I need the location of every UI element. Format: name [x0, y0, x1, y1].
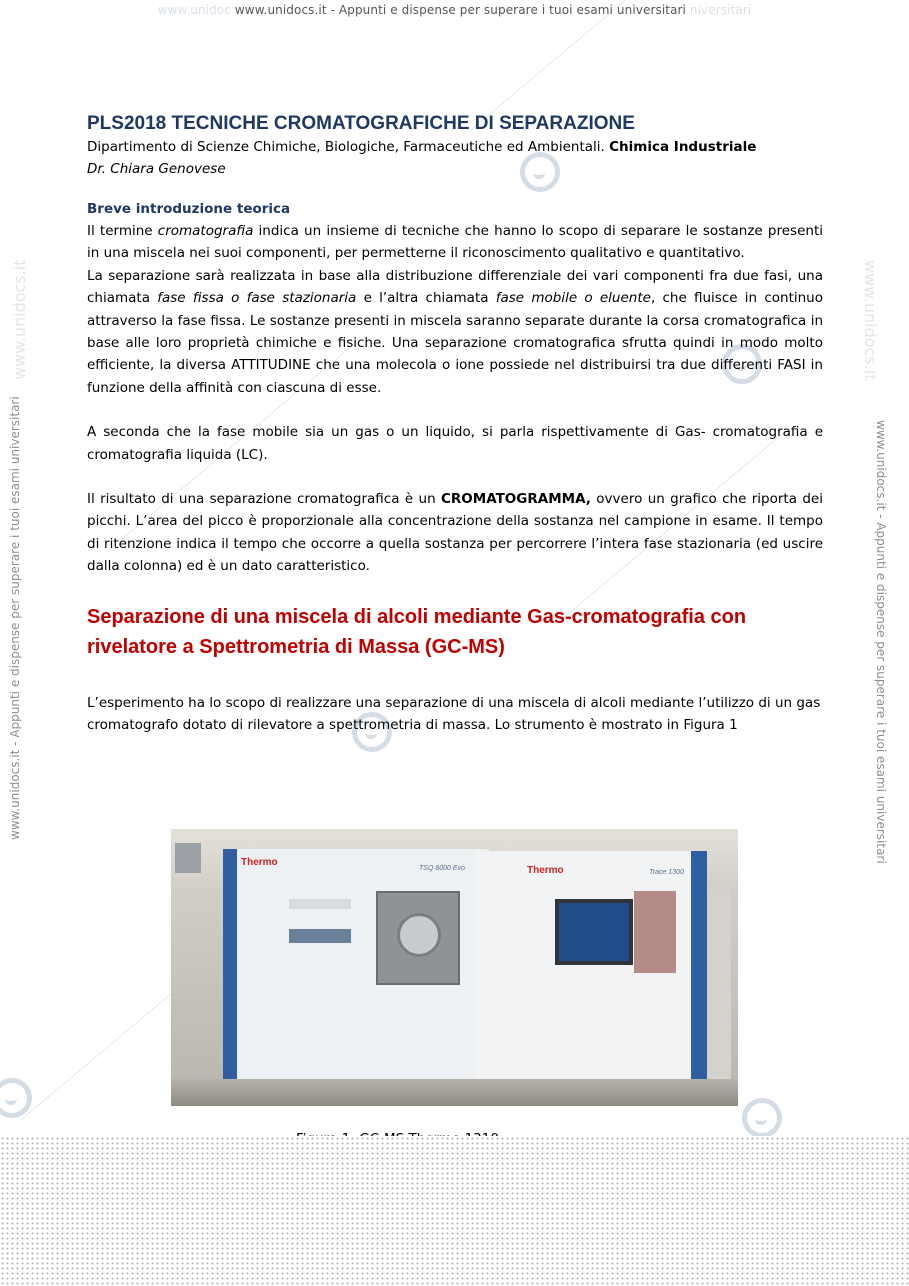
photo-brand-right: Thermo [527, 865, 564, 876]
text-run: , che fluisce in continuo attraverso la fase fissa. Le sostanze presenti in miscela saranno separate durante la corsa cromatografica in base alle loro proprietà chimiche e fisiche. Una separazione cromatografica sfrutta quindi in modo molto efficiente, la diversa ATTITUDINE che una molecola o ione possiede nel distribuirsi tra due differenti FASI in funzione della affinità con ciascuna di esse. [87, 290, 823, 396]
photo-status-leds [289, 899, 351, 909]
watermark-top [0, 3, 909, 17]
photo-knob [397, 913, 441, 957]
watermark-top-ghost-left: www.unidoc [157, 3, 231, 17]
text-run: La separazione sarà realizzata in base alla distribuzione differenziale dei vari componenti fra due fasi, una chiamata [87, 267, 823, 307]
photo-counter [171, 1079, 738, 1106]
photo-socket [175, 843, 201, 873]
photo-touchscreen [555, 899, 633, 965]
document-content [87, 112, 823, 737]
intro-paragraph-2 [87, 265, 823, 399]
author-line [87, 158, 823, 180]
intro-paragraph-3: A seconda che la fase mobile sia un gas o un liquido, si parla rispettivamente di Gas- cromatografia e cromatografia liquida (LC). [87, 424, 823, 463]
intro-paragraph-1 [87, 220, 823, 265]
photo-model-right: Trace 1300 [649, 869, 684, 876]
section-heading: Separazione di una miscela di alcoli mediante Gas-cromatografia con rivelatore a Spettrometria di Massa (GC-MS) [87, 605, 747, 658]
photo-side-panel [634, 891, 676, 973]
text-run: Il risultato di una separazione cromatografica è un [87, 491, 441, 508]
author-name: Dr. Chiara Genovese [87, 161, 226, 177]
watermark-left-ghost: www.unidocs.it [10, 259, 29, 380]
department-name: Dipartimento di Scienze Chimiche, Biologiche, Farmaceutiche ed Ambientali. [87, 139, 605, 155]
intro-heading: Breve introduzione teorica [87, 201, 291, 217]
text-run: indica un insieme di tecniche che hanno lo scopo di separare le sostanze presenti in una miscela nei suoi componenti, per permetterne il riconoscimento qualitativo e quantitativo. [87, 223, 823, 262]
term-fase-fissa: fase fissa o fase stazionaria [157, 290, 357, 307]
text-run: ovvero un grafico che riporta dei picchi. L’area del picco è proporzionale alla concentrazione della sostanza nel campione in esame. Il tempo di ritenzione indica il tempo che occorre a quella sostanza per percorrere l’intera fase stazionaria (ed uscire dalla colonna) ed è un dato caratteristico. [87, 491, 823, 575]
photo-gc-unit [475, 851, 707, 1095]
term-cromatografia: cromatografia [157, 223, 254, 239]
department-line [87, 136, 823, 158]
intro-paragraph-4 [87, 488, 823, 578]
watermark-left-text: www.unidocs.it - Appunti e dispense per superare i tuoi esami universitari [8, 396, 22, 840]
watermark-logo-icon [742, 1098, 782, 1138]
document-title: PLS2018 TECNICHE CROMATOGRAFICHE DI SEPARAZIONE [87, 113, 635, 134]
photo-model-left: TSQ 8000 Evo [419, 865, 465, 872]
text-run: e l’altra chiamata [356, 290, 496, 307]
watermark-top-ghost-right: niversitari [689, 3, 752, 17]
photo-buttons [289, 929, 351, 943]
watermark-right-text: www.unidocs.it - Appunti e dispense per superare i tuoi esami universitari [874, 420, 888, 864]
text-run: Il termine [87, 223, 158, 239]
term-fase-mobile: fase mobile o eluente [495, 290, 651, 307]
watermark-top-text: www.unidocs.it - Appunti e dispense per superare i tuoi esami universitari [234, 3, 686, 17]
program-name: Chimica Industriale [609, 139, 757, 155]
watermark-right-ghost: www.unidocs.it [861, 260, 880, 381]
figure-photo [171, 829, 738, 1106]
preview-blur-overlay [0, 1136, 909, 1286]
term-cromatogramma: CROMATOGRAMMA, [440, 491, 591, 508]
section-paragraph-1: L’esperimento ha lo scopo di realizzare una separazione di una miscela di alcoli mediante l’utilizzo di un gas cromatografo dotato di rilevatore a spettrometria di massa. Lo strumento è mostrato in Figura 1 [87, 694, 821, 734]
watermark-logo-icon [0, 1078, 32, 1118]
photo-brand-left: Thermo [241, 857, 278, 868]
